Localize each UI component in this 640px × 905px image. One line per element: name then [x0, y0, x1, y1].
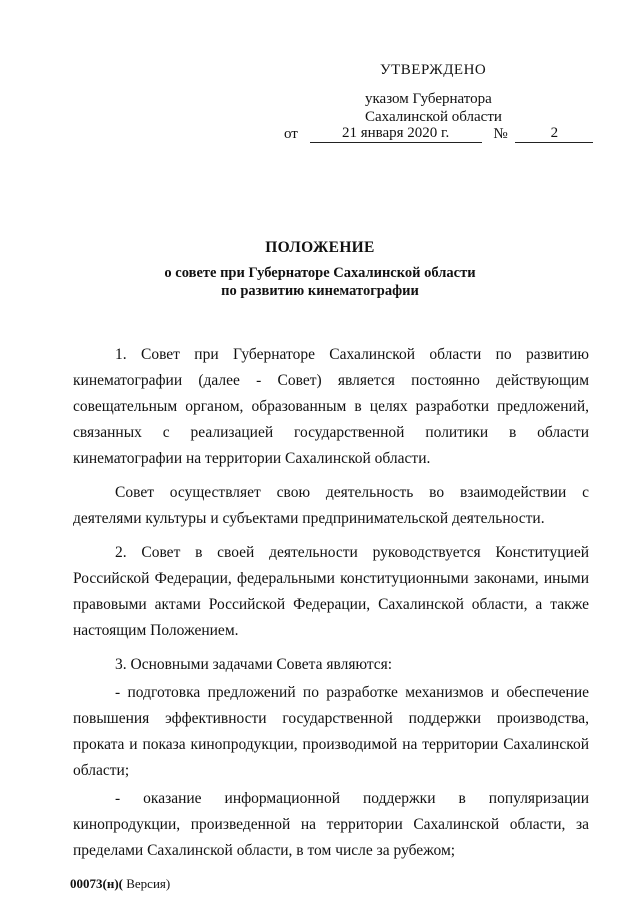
decree-line-2: Сахалинской области [365, 109, 502, 125]
decree-number: 2 [515, 125, 593, 143]
paragraph-6: - оказание информационной поддержки в популяризации кинопродукции, произведенной на территории Сахалинской области, за пределами Сахалинской области, в том числе за рубежом; [73, 790, 589, 859]
paragraph-3: 2. Совет в своей деятельности руководствуется Конституцией Российской Федерации, федеральными конституционными законами, иными правовыми актами Российской Федерации, Сахалинской области, а также настоящим Положением. [73, 544, 589, 639]
subtitle-line-1: о совете при Губернаторе Сахалинской области [164, 265, 476, 281]
footer-version: Версия) [122, 876, 171, 891]
approval-stamp-title: УТВЕРЖДЕНО [380, 62, 487, 78]
paragraph-1: 1. Совет при Губернаторе Сахалинской области по развитию кинематографии (далее - Совет) является постоянно действующим совещательным органом, образованным в целях разработки предложений, связанных с реализацией государственной политики в области кинематографии на территории Сахалинской области. [73, 346, 589, 467]
paragraph-2: Совет осуществляет свою деятельность во взаимодействии с деятелями культуры и субъектами предпринимательской деятельности. [73, 484, 589, 527]
number-sign: № [493, 126, 508, 142]
decree-line-1: указом Губернатора [365, 91, 492, 107]
paragraph-5: - подготовка предложений по разработке механизмов и обеспечение повышения эффективности государственной поддержки производства, проката и показа кинопродукции, производимой на территории Сахалинской области; [73, 684, 589, 779]
approval-decree [365, 90, 502, 126]
decree-date: 21 января 2020 г. [310, 125, 482, 143]
footer-code: 00073(н)( [70, 876, 123, 891]
document-footer [70, 876, 170, 892]
paragraph-4: 3. Основными задачами Совета являются: [115, 656, 393, 673]
document-body [73, 342, 589, 864]
decree-date-row [284, 125, 593, 143]
date-prefix: от [284, 126, 298, 142]
document-subtitle [0, 264, 640, 300]
subtitle-line-2: по развитию кинематографии [221, 283, 419, 299]
document-title: ПОЛОЖЕНИЕ [265, 239, 375, 256]
